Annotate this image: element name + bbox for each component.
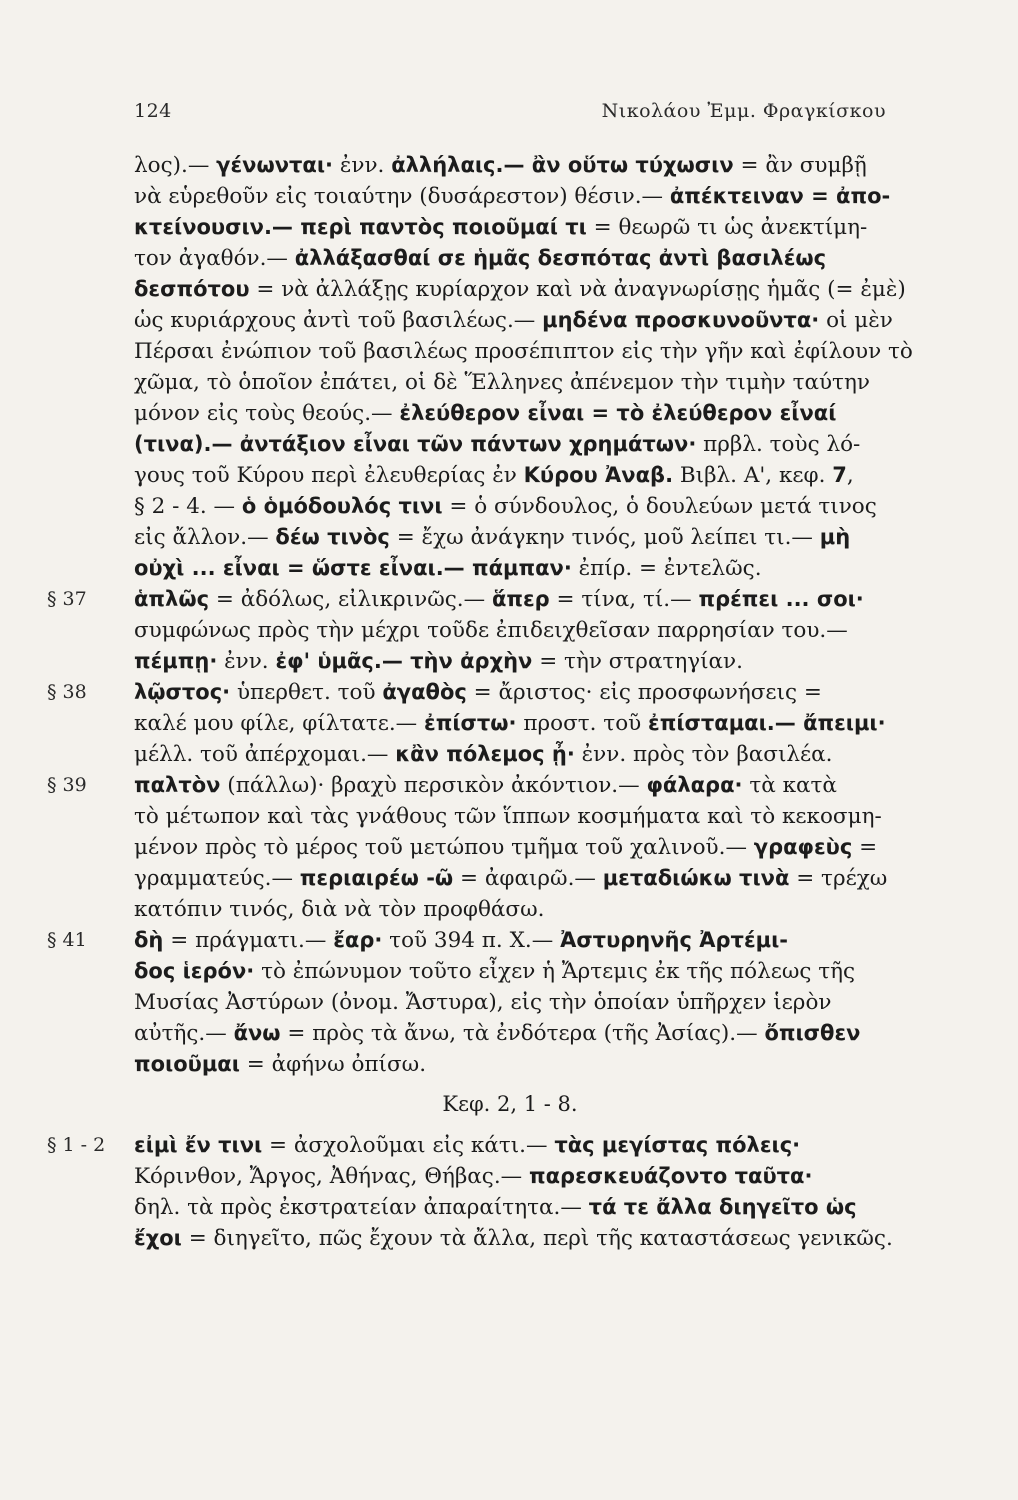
section-marker: § 38 [47,681,87,703]
commentary-text [47,150,913,1254]
running-title: Νικολάου Ἐμμ. Φραγκίσκου [601,100,886,122]
text-line: κατόπιν τινός, διὰ νὰ τὸν προφθάσω. [134,897,545,922]
text-line: ἔχοι = διηγεῖτο, πῶς ἔχουν τὰ ἄλλα, περὶ τῆς καταστάσεως γενικῶς. [134,1226,893,1251]
text-line: ποιοῦμαι = ἀφήνω ὀπίσω. [134,1052,427,1077]
text-line: δεσπότου = νὰ ἀλλάξῃς κυρίαρχον καὶ νὰ ἀναγνωρίσῃς ἡμᾶς (= ἐμὲ) [134,277,906,302]
text-line: οὐχὶ ... εἶναι = ὥστε εἶναι.— πάμπαν· ἐπίρ. = ἐντελῶς. [134,556,762,581]
text-line: δὴ = πράγματι.— ἔαρ· τοῦ 394 π. Χ.— Ἀστυρηνῆς Ἀρτέμι- § 41 [134,925,886,956]
text-line: συμφώνως πρὸς τὴν μέχρι τοῦδε ἐπιδειχθεῖσαν παρρησίαν του.— [134,618,848,643]
text-line: Πέρσαι ἐνώπιον τοῦ βασιλέως προσέπιπτον εἰς τὴν γῆν καὶ ἐφίλουν τὸ [134,339,913,364]
page-number: 124 [134,100,172,122]
text-line: καλέ μου φίλε, φίλτατε.— ἐπίστω· προστ. τοῦ ἐπίσταμαι.— ἄπειμι· [134,711,886,736]
text-line: μέλλ. τοῦ ἀπέρχομαι.— κἂν πόλεμος ᾖ· ἐνν. πρὸς τὸν βασιλέα. [134,742,833,767]
text-line: χῶμα, τὸ ὁποῖον ἐπάτει, οἱ δὲ Ἕλληνες ἀπένεμον τὴν τιμὴν ταύτην [134,370,870,395]
text-line: λῷστος· ὑπερθετ. τοῦ ἀγαθὸς = ἄριστος· εἰς προσφωνήσεις = § 38 [134,677,886,708]
text-line: μόνον εἰς τοὺς θεούς.— ἐλεύθερον εἶναι = τὸ ἐλεύθερον εἶναί [134,401,837,426]
text-line: νὰ εὑρεθοῦν εἰς τοιαύτην (δυσάρεστον) θέσιν.— ἀπέκτειναν = ἀπο- [134,184,891,209]
text-line: τον ἀγαθόν.— ἀλλάξασθαί σε ἡμᾶς δεσπότας ἀντὶ βασιλέως [134,246,827,271]
section-marker: § 39 [47,774,87,796]
section-marker: § 37 [47,588,87,610]
section-marker: § 41 [47,929,87,951]
text-line: Μυσίας Ἀστύρων (ὀνομ. Ἄστυρα), εἰς τὴν ὁποίαν ὑπῆρχεν ἱερὸν [134,990,832,1015]
text-line: τὸ μέτωπον καὶ τὰς γνάθους τῶν ἵππων κοσμήματα καὶ τὸ κεκοσμη- [134,804,882,829]
text-line: (τινα).— ἀντάξιον εἶναι τῶν πάντων χρημάτων· πρβλ. τοὺς λό- [134,432,861,457]
text-line: αὐτῆς.— ἄνω = πρὸς τὰ ἄνω, τὰ ἐνδότερα (τῆς Ἀσίας).— ὄπισθεν [134,1021,861,1046]
text-line: εἰμὶ ἔν τινι = ἀσχολοῦμαι εἰς κάτι.— τὰς μεγίστας πόλεις· § 1 - 2 [134,1130,886,1161]
text-line: εἰς ἄλλον.— δέω τινὸς = ἔχω ἀνάγκην τινός, μοῦ λείπει τι.— μὴ [134,525,851,550]
text-line: κτείνουσιν.— περὶ παντὸς ποιοῦμαί τι = θεωρῶ τι ὡς ἀνεκτίμη- [134,215,868,240]
text-line: γους τοῦ Κύρου περὶ ἐλευθερίας ἐν Κύρου Ἀναβ. Βιβλ. Α', κεφ. 7, [134,463,854,488]
text-line: λος).— γένωνται· ἐνν. ἀλλήλαις.— ἂν οὕτω τύχωσιν = ἂν συμβῇ [134,153,867,178]
text-line: Κόρινθον, Ἄργος, Ἀθήνας, Θήβας.— παρεσκευάζοντο ταῦτα· [134,1164,813,1189]
text-line: ἁπλῶς = ἀδόλως, εἰλικρινῶς.— ἅπερ = τίνα, τί.— πρέπει ... σοι· § 37 [134,584,886,615]
text-line: παλτὸν (πάλλω)· βραχὺ περσικὸν ἀκόντιον.— φάλαρα· τὰ κατὰ § 39 [134,770,886,801]
chapter-heading: Κεφ. 2, 1 - 8. [442,1092,578,1116]
text-line: γραμματεύς.— περιαιρέω -ῶ = ἀφαιρῶ.— μεταδιώκω τινὰ = τρέχω [134,866,888,891]
page-header [134,100,886,122]
text-line: δηλ. τὰ πρὸς ἐκστρατείαν ἀπαραίτητα.— τά τε ἄλλα διηγεῖτο ὡς [134,1195,857,1220]
text-line: ὡς κυριάρχους ἀντὶ τοῦ βασιλέως.— μηδένα προσκυνοῦντα· οἱ μὲν [134,308,893,333]
text-line: πέμπῃ· ἐνν. ἐφ' ὑμᾶς.— τὴν ἀρχὴν = τὴν στρατηγίαν. [134,649,743,674]
text-line: § 2 - 4. — ὁ ὁμόδουλός τινι = ὁ σύνδουλος, ὁ δουλεύων μετά τινος [134,494,877,519]
text-line: δος ἱερόν· τὸ ἐπώνυμον τοῦτο εἶχεν ἡ Ἄρτεμις ἐκ τῆς πόλεως τῆς [134,959,856,984]
text-line: μένον πρὸς τὸ μέρος τοῦ μετώπου τμῆμα τοῦ χαλινοῦ.— γραφεὺς = [134,835,878,860]
section-marker: § 1 - 2 [47,1134,106,1156]
